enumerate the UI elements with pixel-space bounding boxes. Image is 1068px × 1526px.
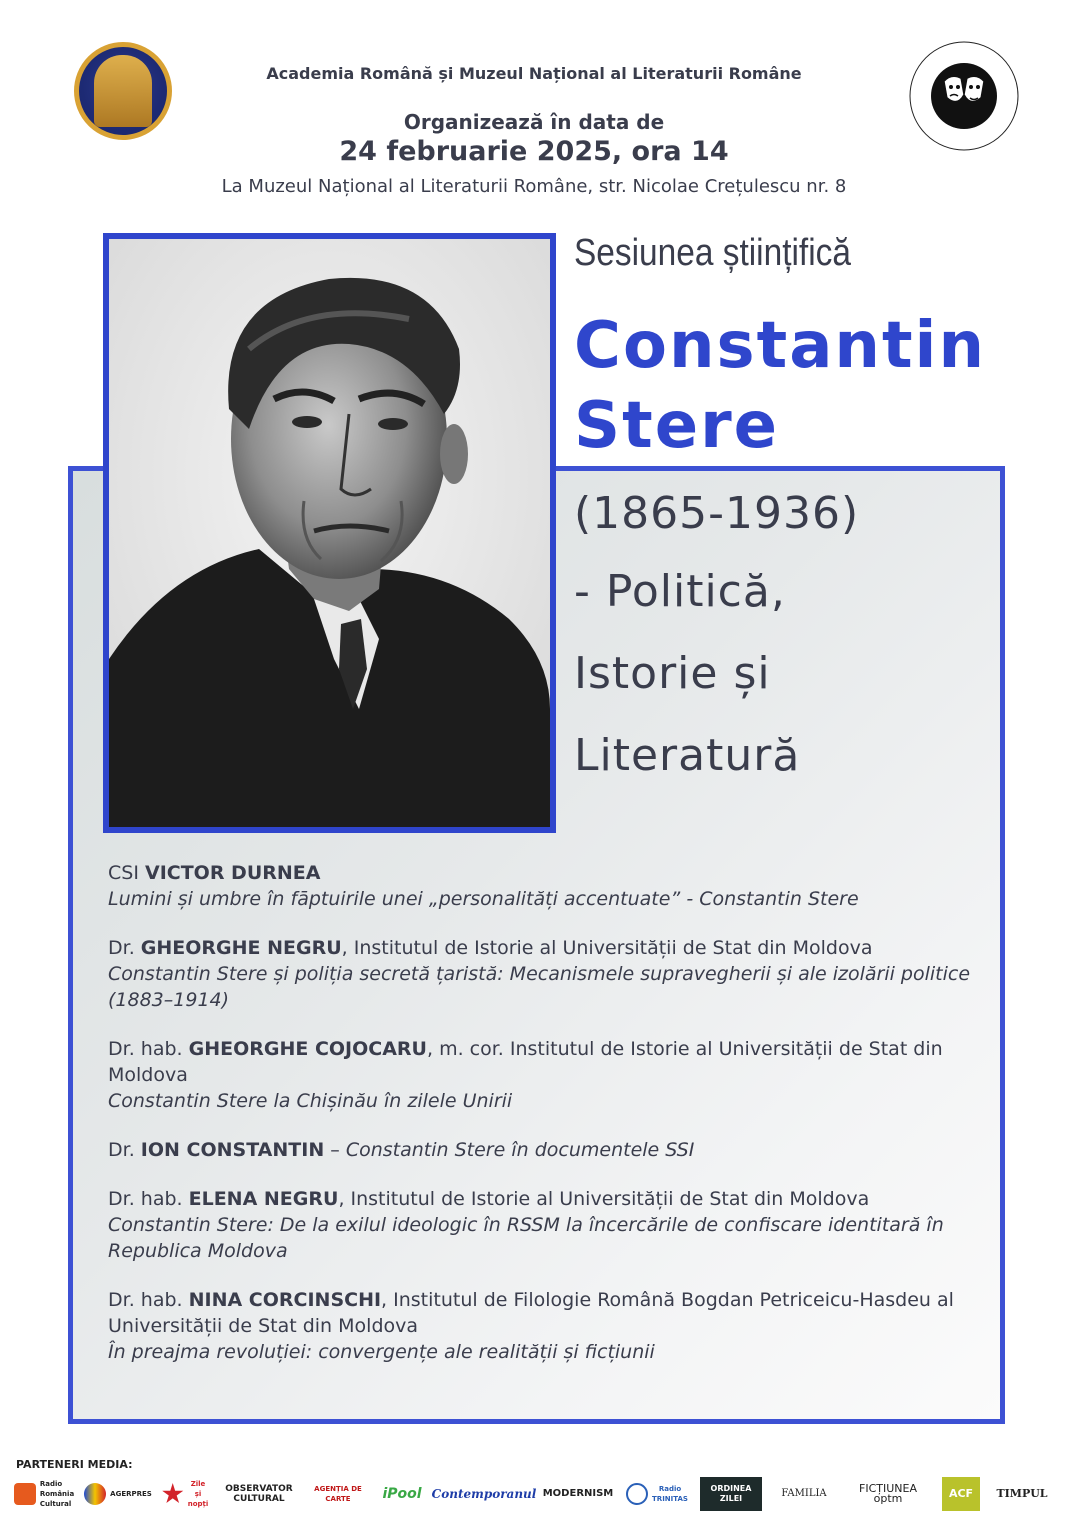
- talk-item: [108, 860, 988, 912]
- talk-item: [108, 1186, 988, 1264]
- speaker-affiliation: –: [324, 1139, 346, 1161]
- radio-romania-icon: [14, 1483, 36, 1505]
- talk-item: [108, 1036, 988, 1114]
- program-list: [108, 860, 988, 1388]
- trinitas-icon: [626, 1483, 648, 1505]
- speaker-name: NINA CORCINSCHI: [188, 1289, 382, 1311]
- event-date: 24 februarie 2025, ora 14: [339, 136, 729, 167]
- partner-logo[interactable]: Radio TRINITAS: [626, 1477, 688, 1511]
- talk-title: În preajma revoluției: convergențe ale realității și ficțiunii: [108, 1341, 655, 1363]
- speaker-prefix: Dr. hab.: [108, 1289, 189, 1311]
- talk-title: Constantin Stere la Chișinău în zilele Unirii: [108, 1090, 513, 1112]
- honoree-name: [574, 306, 986, 466]
- speaker-affiliation: , m. cor. Institutul de Istorie al Universității de Stat din Moldova: [108, 1038, 943, 1086]
- speaker-prefix: CSI: [108, 862, 145, 884]
- partner-logo[interactable]: Radio România Cultural: [14, 1477, 74, 1511]
- session-label: Sesiunea științifică: [574, 232, 851, 274]
- topic-line-1: - Politică,: [574, 566, 786, 617]
- talk-title: Lumini și umbre în fāptuirile unei „personalități accentuate” - Constantin Stere: [108, 888, 859, 910]
- speaker-prefix: Dr. hab.: [108, 1038, 189, 1060]
- event-location: La Muzeul Național al Literaturii Române, str. Nicolae Crețulescu nr. 8: [221, 176, 847, 197]
- talk-title: Constantin Stere și poliția secretă țaristă: Mecanismele supravegherii și ale izolării politice (1883–1914): [108, 963, 971, 1011]
- partner-logo[interactable]: TIMPUL: [996, 1487, 1048, 1500]
- partner-logo[interactable]: OBSERVATOR CULTURAL: [225, 1484, 293, 1504]
- partner-logo[interactable]: ORDINEA ZILEI: [700, 1477, 762, 1511]
- talk-item: [108, 1287, 988, 1365]
- talk-title: Constantin Stere: De la exilul ideologic în RSSM la încercările de confiscare identitară în Republica Moldova: [108, 1214, 944, 1262]
- speaker-prefix: Dr.: [108, 1139, 141, 1161]
- speaker-name: ELENA NEGRU: [188, 1188, 339, 1210]
- partner-logo[interactable]: Contemporanul: [431, 1487, 537, 1501]
- topic-line-2: Istorie și: [574, 648, 771, 699]
- talk-item: [108, 935, 988, 1013]
- organizers-line: Academia Română și Muzeul Național al Literaturii Române: [266, 64, 802, 83]
- partner-logo[interactable]: AGENȚIA DE CARTE: [314, 1485, 362, 1503]
- partner-logo[interactable]: MODERNISM: [542, 1488, 614, 1499]
- honoree-first-name: Constantin: [574, 309, 987, 383]
- portrait-frame: [103, 233, 556, 833]
- partner-logo[interactable]: ACF: [942, 1477, 980, 1511]
- speaker-name: GHEORGHE COJOCARU: [188, 1038, 427, 1060]
- constantin-stere-portrait: [109, 239, 550, 827]
- partner-logo[interactable]: iPool: [382, 1486, 422, 1502]
- speaker-affiliation: , Institutul de Istorie al Universității de Stat din Moldova: [341, 937, 873, 959]
- honoree-years: (1865-1936): [574, 488, 860, 539]
- speaker-affiliation: , Institutul de Filologie Română Bogdan Petriceicu-Hasdeu al Universității de Stat din Moldova: [108, 1289, 954, 1337]
- partner-logo[interactable]: FAMILIA: [781, 1488, 827, 1499]
- media-partners-label: PARTENERI MEDIA:: [16, 1458, 133, 1471]
- topic-line-3: Literatură: [574, 730, 801, 781]
- speaker-affiliation: , Institutul de Istorie al Universității de Stat din Moldova: [338, 1188, 870, 1210]
- speaker-name: ION CONSTANTIN: [140, 1139, 325, 1161]
- star-icon: [162, 1483, 184, 1505]
- partner-logo[interactable]: AGERPRES: [86, 1477, 150, 1511]
- talk-title: Constantin Stere în documentele SSI: [345, 1139, 695, 1161]
- speaker-prefix: Dr. hab.: [108, 1188, 189, 1210]
- speaker-name: GHEORGHE NEGRU: [140, 937, 342, 959]
- talk-item: [108, 1137, 988, 1163]
- partner-logo[interactable]: FICȚIUNEA optm: [859, 1482, 917, 1505]
- partner-logo[interactable]: Zile și nopți: [162, 1477, 208, 1511]
- speaker-prefix: Dr.: [108, 937, 141, 959]
- organizes-on-line: Organizează în data de: [403, 110, 665, 134]
- agerpres-icon: [84, 1483, 106, 1505]
- honoree-last-name: Stere: [574, 389, 780, 463]
- speaker-name: VICTOR DURNEA: [144, 862, 321, 884]
- media-partners-strip: [14, 1474, 1058, 1514]
